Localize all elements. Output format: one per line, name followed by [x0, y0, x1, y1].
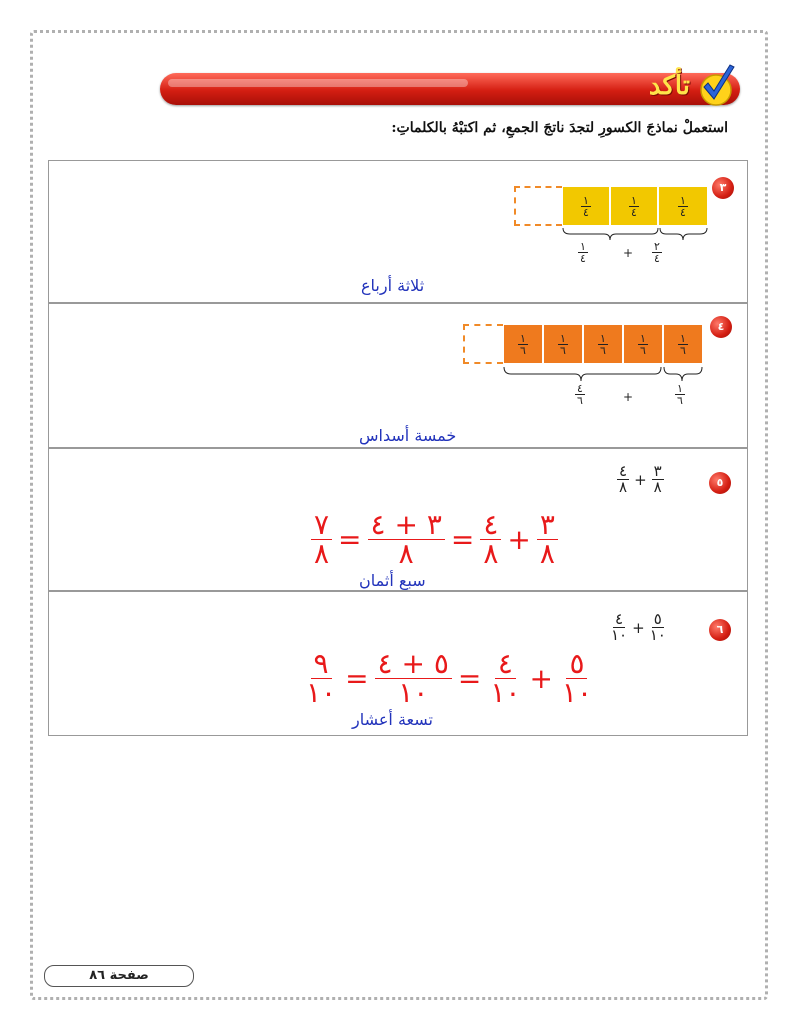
empty-part: [514, 186, 562, 226]
exercise-number: ٦: [709, 619, 731, 641]
instruction-text: استعملْ نماذجَ الكسورِ لتجدَ ناتجَ الجمعِ، ثم اكتبْهُ بالكلماتِ:: [391, 120, 728, 136]
exercise-4-box: [48, 303, 748, 448]
fraction-cell: $\frac{١}{٦}$: [663, 324, 703, 364]
brace-graphic: [562, 227, 708, 241]
answer-text: تسعة أعشار: [352, 710, 433, 729]
fraction-cell: $\frac{١}{٦}$: [583, 324, 623, 364]
exercise-5-box: [48, 448, 748, 591]
exercise-number: ٤: [710, 316, 732, 338]
fraction-cell: $\frac{١}{٤}$: [610, 186, 658, 226]
brace-right-fraction: ١ ٦: [677, 382, 683, 407]
brace-graphic: [503, 366, 703, 382]
question-expression: $\frac{٤}{٨}$ + $\frac{٣}{٨}$: [619, 462, 662, 496]
empty-part: [463, 324, 503, 364]
fraction-cell: $\frac{١}{٤}$: [562, 186, 610, 226]
fraction-cell: $\frac{١}{٦}$: [543, 324, 583, 364]
exercise-number: ٥: [709, 472, 731, 494]
exercise-number: ٣: [712, 177, 734, 199]
exercise-6-box: [48, 591, 748, 736]
answer-text: خمسة أسداس: [359, 426, 457, 445]
brace-left-fraction: ١ ٤: [580, 240, 586, 265]
brace-right-fraction: ٢ ٤: [654, 240, 660, 265]
page-number-label: صفحة ٨٦: [44, 965, 194, 987]
brace-left-fraction: ٤ ٦: [577, 382, 583, 407]
question-expression: $\frac{٤}{١٠}$ + $\frac{٥}{١٠}$: [611, 610, 666, 644]
answer-text: سبع أثمان: [359, 571, 426, 590]
exercise-3-box: [48, 160, 748, 303]
solution-equation: $\frac{٧}{٨}$ = $\frac{٣ + ٤}{٨}$ = $\frac{٤}{٨}$ + $\frac{٣}{٨}$: [311, 511, 558, 568]
fraction-cell: $\frac{١}{٤}$: [658, 186, 708, 226]
fraction-cell: $\frac{١}{٦}$: [503, 324, 543, 364]
answer-text: ثلاثة أرباع: [361, 276, 425, 295]
plus-sign: +: [623, 390, 634, 404]
plus-sign: +: [623, 246, 634, 260]
header-title: تأكد: [648, 71, 690, 101]
check-icon: [696, 63, 738, 109]
solution-equation: $\frac{٩}{١٠}$ = $\frac{٥ + ٤}{١٠}$ = $\frac{٤}{١٠}$ + $\frac{٥}{١٠}$: [306, 647, 592, 709]
header-banner: [160, 73, 740, 105]
fraction-cell: $\frac{١}{٦}$: [623, 324, 663, 364]
